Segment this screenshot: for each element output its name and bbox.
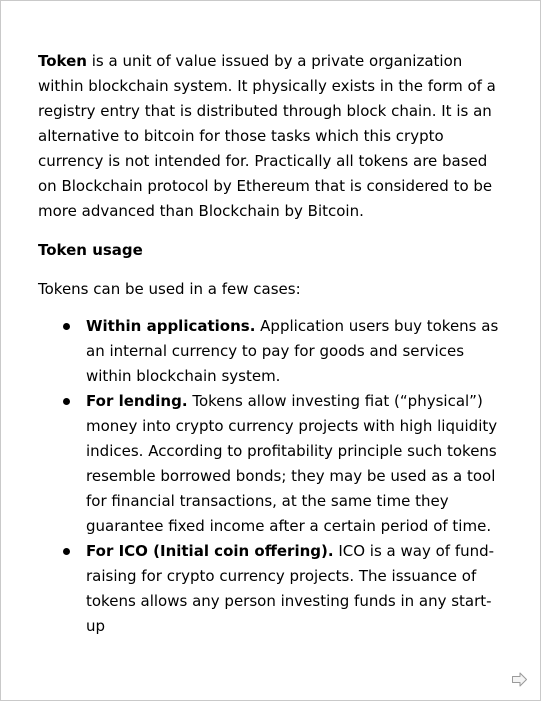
section-heading: Token usage bbox=[38, 241, 143, 259]
list-item bbox=[86, 539, 508, 639]
list-item bbox=[86, 314, 508, 389]
intro-paragraph bbox=[38, 49, 508, 224]
list-item-text: ICO is a way of fund-raising for crypto currency projects. The issuance of tokens allows any person investing funds in any start-up bbox=[86, 542, 495, 635]
intro-text: is a unit of value issued by a private organization within blockchain system. It physically exists in the form of a registry entry that is distributed through block chain. It is an alternative to bitcoin for those tasks which this crypto currency is not intended for. Practically all tokens are based on Blockchain protocol by Ethereum that is considered to be more advanced than Blockchain by Bitcoin. bbox=[38, 52, 496, 220]
bullet-icon bbox=[63, 398, 70, 405]
next-page-arrow-icon[interactable] bbox=[511, 671, 528, 688]
list-item bbox=[86, 389, 508, 539]
list-item-title: Within applications. bbox=[86, 317, 256, 335]
usage-list bbox=[38, 314, 508, 639]
list-item-text: Tokens allow investing fiat (“physical”) money into crypto currency projects with high liquidity indices. According to profitability principle such tokens resemble borrowed bonds; they may be used as a tool for financial transactions, at the same time they guarantee fixed income after a certain period of time. bbox=[86, 392, 498, 535]
document-body bbox=[38, 49, 508, 639]
intro-term: Token bbox=[38, 52, 87, 70]
list-item-title: For ICO (Initial coin offering). bbox=[86, 542, 334, 560]
list-item-text: Application users buy tokens as an internal currency to pay for goods and services within blockchain system. bbox=[86, 317, 499, 385]
bullet-icon bbox=[63, 323, 70, 330]
list-item-title: For lending. bbox=[86, 392, 188, 410]
section-lead: Tokens can be used in a few cases: bbox=[38, 280, 301, 298]
bullet-icon bbox=[63, 548, 70, 555]
